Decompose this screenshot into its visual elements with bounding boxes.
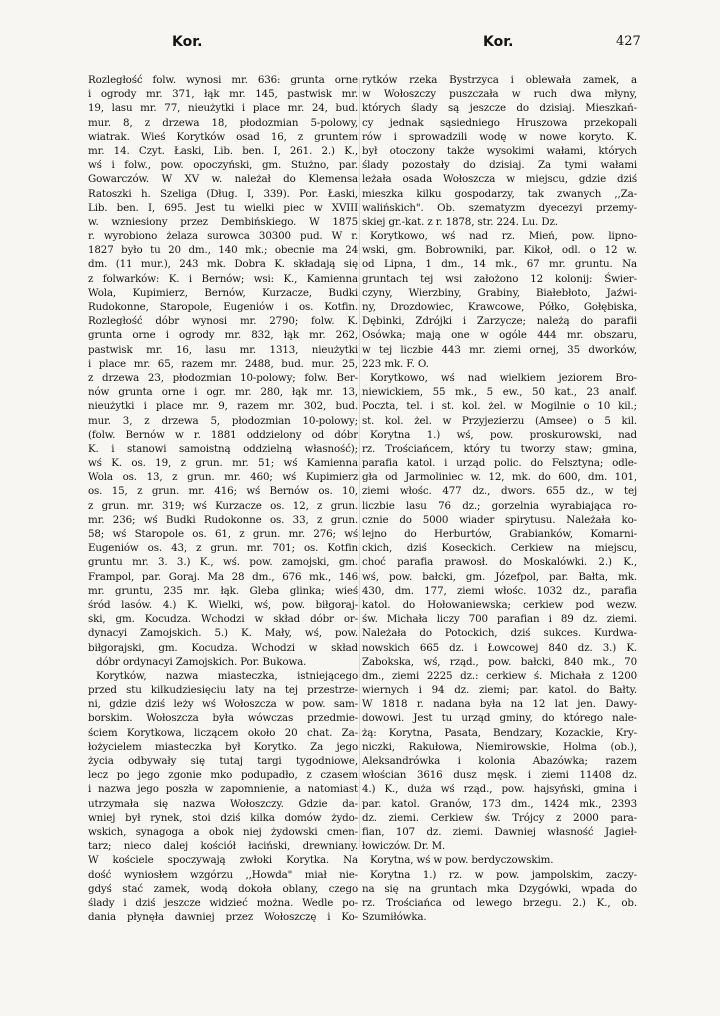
running-header	[0, 34, 720, 56]
text-line: grunta orne i ogrody mr. 832, łąk mr. 262,	[88, 329, 358, 342]
text-line: 1827 było tu 20 dm., 140 mk.; obecnie ma 24	[88, 244, 358, 257]
text-line: dania płynęła dawniej przez Wołoszczę i Ko-	[88, 911, 358, 924]
text-line: borskim. Wołoszcza była wówczas przedmie-	[88, 712, 358, 725]
text-line: Lib. ben. I, 695. Jest tu wielki piec w XVIII	[88, 201, 358, 214]
text-line: Frampol, par. Goraj. Ma 28 dm., 676 mk., 146	[88, 570, 358, 583]
text-line: ściem Korytkowa, liczącem około 20 chat. Za-	[88, 726, 358, 739]
text-line: wniej był rynek, stoi dziś kilka domów żydo-	[88, 811, 358, 824]
text-line: żą: Korytna, Pasata, Bendzary, Kozackie, Kry-	[362, 726, 637, 739]
text-line: Szumiłówka.	[362, 911, 427, 924]
text-line: ni, gdzie dziś leży wś Wołoszcza w pow. sam-	[88, 698, 358, 711]
text-line: Korytkowo, wś nad wielkiem jeziorem Bro-	[370, 371, 637, 384]
text-line: na się na gruntach mka Dzygówki, wpada do	[362, 882, 637, 895]
text-line: przed stu kilkudziesięciu laty na tej przestrze-	[88, 684, 358, 697]
text-line: gruntu mr. 3. 3.) K., wś. pow. zamojski, gm.	[88, 556, 358, 569]
text-line: katol. do Hołowaniewska; cerkiew pod wezw.	[362, 598, 637, 611]
text-line: 430, dm. 177, ziemi włośc. 1032 dz., parafia	[362, 584, 637, 597]
text-line: włościan 3616 dusz męsk. i ziemi 11408 dz.	[362, 769, 637, 782]
text-line: liczbie lasu 76 dz.; gorzelnia wyrabiająca ro-	[362, 499, 637, 512]
header-middle-keyword: Kor.	[483, 34, 514, 50]
text-line: w. wzniesiony przez Dembińskiego. W 1875	[88, 215, 358, 228]
text-line: lecz po jego zgonie mko podupadło, z czasem	[88, 769, 358, 782]
text-line: wś i folw., pow. opoczyński, gm. Stużno, par.	[88, 159, 358, 172]
text-line: 4.) K., duża wś rząd., pow. hajsyński, gmina i	[362, 783, 637, 796]
text-line: w tej liczbie 443 mr. ziemi ornej, 35 dworków,	[362, 343, 637, 356]
text-line: dm. (11 mur.), 243 mk. Dobra K. składają się	[88, 258, 358, 271]
text-line: Korytna, wś w pow. berdyczowskim.	[370, 854, 554, 867]
text-line: od Lipna, 1 dm., 14 mk., 67 mr. gruntu. Na	[362, 258, 637, 271]
text-line: leżała osada Wołoszcza w miejscu, gdzie dziś	[362, 173, 637, 186]
text-line: nieużytki i place mr. 9, razem mr. 302, bud.	[88, 400, 358, 413]
text-line: z drzewa 23, płodozmian 10-polowy; folw. Ber-	[88, 371, 358, 384]
text-line: r. wyrobiono żelaza surowca 30300 pud. W r.	[88, 230, 358, 243]
text-line: z folwarków: K. i Bernów; wsi: K., Kamienna	[88, 272, 358, 285]
text-line: i ogrody mr. 371, łąk mr. 145, pastwisk mr.	[88, 88, 358, 101]
text-line: mur. 8, z drzewa 18, płodozmian 5-polowy,	[88, 116, 358, 129]
text-line: mr. 236; wś Budki Rudokonne os. 33, z grun.	[88, 513, 358, 526]
text-line: ślady i dziś jeszcze widzieć można. Wedle po-	[88, 896, 358, 909]
text-line: czyny, Wierzbiny, Grabiny, Białebłoto, Jaźwi-	[362, 286, 637, 299]
text-line: 58; wś Staropole os. 61, z grun. mr. 276; wś	[88, 528, 358, 540]
text-line: nów grunta orne i ogr. mr. 280, łąk mr. 13,	[88, 386, 358, 399]
text-line: Należała do Potockich, dziś sukces. Kurdwa-	[362, 627, 637, 640]
text-line: dóbr ordynacyi Zamojskich. Por. Bukowa.	[96, 655, 307, 668]
text-line: W kościele spoczywają zwłoki Korytka. Na	[88, 854, 358, 867]
text-line: niczki, Rakułowa, Niemirowskie, Holma (ob.),	[362, 740, 637, 753]
text-line: mr. 14. Czyt. Łaski, Lib. ben. I, 261. 2.) K.,	[88, 144, 358, 157]
text-line: W 1818 r. nadana była na 12 lat jen. Dawy-	[362, 698, 637, 711]
text-line: Dębinki, Zdrójki i Zarzycze; należą do parafii	[362, 315, 637, 328]
text-line: Rozległość folw. wynosi mr. 636: grunta orne	[88, 74, 358, 86]
text-line: skiej gr.-kat. z r. 1878, str. 224. Lu. Dz.	[362, 215, 558, 228]
text-line: rów i sprowadzili wodę w nowe koryto. K.	[362, 130, 637, 143]
text-line: dowowi. Jest tu urząd gminy, do którego nale-	[362, 712, 637, 725]
text-line: życia odbywały się tutaj targi tygodniowe,	[88, 755, 358, 767]
text-line: wś K. os. 19, z grun. mr. 51; wś Kamienna	[88, 457, 358, 470]
text-line: wskich, synagoga a obok niej żydowski cmen-	[88, 825, 358, 838]
text-line: wiernych i 94 dz. ziemi; par. katol. do Bałty.	[362, 684, 637, 697]
text-line: Eugeniów os. 43, z grun. mr. 701; os. Kotfin	[88, 542, 358, 555]
right-column	[362, 73, 637, 924]
text-line: 223 mk. F. O.	[362, 357, 429, 370]
text-line: i nazwa jego poszła w zapomnienie, a natomiast	[88, 783, 358, 796]
text-line: choć parafia prawosł. do Moskalówki. 2.) K.,	[362, 556, 637, 569]
text-line: mur. 3, z drzewa 5, płodozmian 10-polowy;	[88, 414, 358, 427]
text-line: wiatrak. Wieś Korytków osad 16, z gruntem	[88, 130, 358, 143]
text-line: niewickiem, 55 mk., 5 ew., 50 kat., 23 analf.	[362, 386, 637, 399]
text-line: walińskich". Ob. szematyzm dyecezyi przemy-	[362, 201, 637, 214]
text-line: cznie do 5000 wiader spirytusu. Należała ko-	[362, 513, 637, 526]
left-column	[88, 73, 358, 924]
text-line: był otoczony także wysokimi wałami, których	[362, 144, 637, 157]
text-line: mieszka kilku gospodarzy, tak zwanych ,,Za-	[362, 187, 637, 200]
text-line: fian, 107 dz. ziemi. Dawniej własność Jagieł-	[362, 825, 637, 838]
text-line: nowskich 665 dz. i Łowcowej 840 dz. 3.) K.	[362, 641, 637, 654]
text-line: Korytkowo, wś nad rz. Mień, pow. lipno-	[370, 230, 637, 243]
text-line: i place mr. 65, razem mr. 2488, bud. mur. 25,	[88, 357, 358, 370]
text-line: st. kol. żel. w Przyjezierzu (Amsee) o 5 kil.	[362, 414, 637, 427]
text-line: 19, lasu mr. 77, nieużytki i place mr. 24, bud.	[88, 102, 358, 115]
page-number: 427	[616, 34, 641, 49]
text-line: Korytna 1.) rz. w pow. jampolskim, zaczy-	[370, 868, 637, 881]
text-line: cy jednak sąsiedniego Hruszowa przekopali	[362, 116, 637, 129]
text-line: Korytna 1.) wś, pow. proskurowski, nad	[370, 428, 637, 441]
text-line: parafia katol. i urząd polic. do Felsztyna; odle-	[362, 457, 637, 470]
text-line: par. katol. Granów, 173 dm., 1424 mk., 2393	[362, 797, 637, 810]
text-line: dz. ziemi. Cerkiew św. Trójcy z 2000 para-	[362, 811, 637, 824]
text-line: łowiczów. Dr. M.	[362, 840, 446, 853]
text-line: rz. Trościańcem, który tu tworzy staw; gmina,	[362, 442, 637, 455]
text-line: ny, Drozdowiec, Krawcowe, Półko, Gołębiska,	[362, 301, 637, 313]
text-line: Zabokska, wś, rząd., pow. bałcki, 840 mk., 70	[362, 655, 637, 668]
text-line: biłgorajski, gm. Kocudza. Wchodzi w skład	[88, 641, 358, 654]
text-line: ziemi włośc. 477 dz., dwors. 655 dz., w tej	[362, 485, 637, 498]
text-line: tarz; nieco dalej kościół łaciński, drewniany.	[88, 840, 358, 853]
text-line: wś, pow. bałcki, gm. Józefpol, par. Bałta, mk.	[362, 570, 637, 583]
text-line: Wola os. 13, z grun. mr. 460; wś Kupimierz	[88, 471, 358, 484]
text-line: w Wołoszczy puszczała w ruch dwa młyny,	[362, 88, 637, 101]
text-line: wski, gm. Bobrowniki, par. Kikoł, odl. o 12 w.	[362, 244, 637, 257]
text-line: łożycielem miasteczka był Korytko. Za jego	[88, 740, 358, 753]
text-line: lejno do Herburtów, Grabianków, Komarni-	[362, 528, 637, 540]
text-line: gruntach tej wsi założono 12 kolonij: Świer-	[362, 272, 637, 285]
text-line: Gowarczów. W XV w. należał do Klemensa	[88, 173, 358, 186]
text-line: os. 15, z grun. mr. 416; wś Bernów os. 10,	[88, 485, 358, 498]
text-line: rytków rzeka Bystrzyca i oblewała zamek, a	[362, 74, 637, 86]
text-line: Poczta, tel. i st. kol. żel. w Mogilnie o 10 kil.;	[362, 400, 637, 413]
text-line: których ślady są jeszcze do dzisiaj. Mieszkań-	[362, 102, 637, 115]
text-line: Rozległość dóbr wynosi mr. 2790; folw. K.	[88, 315, 358, 328]
text-line: gdyś stać zamek, wodą dokoła oblany, czego	[88, 882, 358, 895]
text-line: ski, gm. Kocudza. Wchodzi w skład dóbr or-	[88, 613, 358, 626]
text-line: K. i stanowi samoistną oddzielną własność);	[88, 442, 358, 455]
text-line: (folw. Bernów w r. 1881 oddzielony od dóbr	[88, 428, 358, 441]
text-line: gła od Jarmoliniec w. 12, mk. do 600, dm. 101,	[362, 471, 637, 484]
text-line: śród lasów. 4.) K. Wielki, wś, pow. biłgoraj-	[88, 598, 358, 611]
text-line: Ratoszki h. Szeliga (Dług. I, 339). Por. Łaski,	[88, 187, 358, 200]
text-line: dość wyniosłem wzgórzu ,,Howda" miał nie-	[88, 868, 358, 881]
header-left-keyword: Kor.	[172, 34, 203, 50]
text-line: z grun. mr. 319; wś Kurzacze os. 12, z grun.	[88, 499, 358, 512]
text-line: dynacyi Zamojskich. 5.) K. Mały, wś, pow.	[88, 627, 358, 640]
text-line: mr. gruntu, 235 mr. łąk. Gleba glinka; wieś	[88, 584, 358, 597]
column-divider	[359, 78, 360, 848]
text-line: ślady pozostały do dzisiaj. Za tymi wałami	[362, 159, 637, 172]
text-line: Aleksandrówka i kolonia Abazówka; razem	[362, 755, 637, 767]
text-line: pastwisk mr. 16, lasu mr. 1313, nieużytki	[88, 343, 358, 356]
text-line: rz. Trościańca od lewego brzegu. 2.) K., ob.	[362, 896, 637, 909]
text-line: utrzymała się nazwa Wołoszczy. Gdzie da-	[88, 797, 358, 810]
text-line: Osówka; mają one w ogóle 444 mr. obszaru,	[362, 329, 637, 342]
text-line: Wola, Kupimierz, Bernów, Kurzacze, Budki	[88, 286, 358, 299]
text-line: ckich, dziś Koseckich. Cerkiew na miejscu,	[362, 542, 637, 555]
text-line: św. Michała liczy 700 parafian i 89 dz. ziemi.	[362, 613, 637, 626]
text-line: Korytków, nazwa miasteczka, istniejącego	[96, 669, 358, 682]
text-line: dm., ziemi 2225 dz.: cerkiew ś. Michała z 1200	[362, 669, 637, 682]
text-line: Rudokonne, Staropole, Eugeniów i os. Kotfin.	[88, 301, 358, 313]
